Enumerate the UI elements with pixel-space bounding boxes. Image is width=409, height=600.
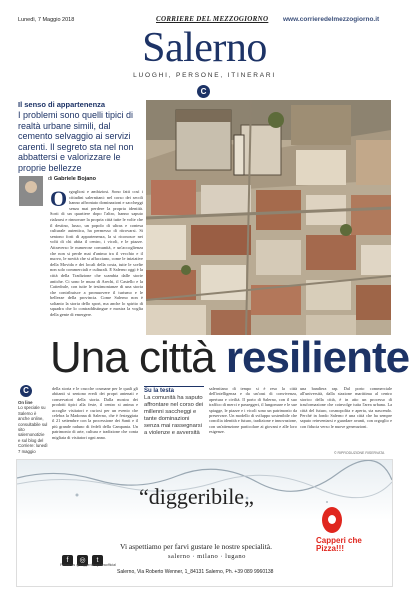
ad-follow-text: Follow us @capperichepizzaofficial xyxy=(60,563,116,567)
column-3: salernitano di tempo si è reso la città dell'intelligenza e da un'oasi di convivenza, apertura e civiltà. Il porto di Salerno, con il suo traffico di merci e passeggeri, il lungomare e le sue spiagge, le piazze e i vicoli sono un patrimonio da preservare. Un modello di sviluppo sostenibile che concilia identità e futuro, tradizione e innovazione, con un'attenzione particolare ai giovani e alle loro esigenze. xyxy=(209,386,297,435)
intro-kicker: Il senso di appartenenza xyxy=(18,100,106,109)
instagram-icon[interactable]: ◎ xyxy=(77,555,88,566)
online-text: Lo speciale su Salerno è anche online, consultabile sul sito salernonotizie e sul blog del Corriere: lunedì 7 maggio xyxy=(18,405,48,454)
author-prefix: di xyxy=(48,176,53,182)
headline-part1: Una città xyxy=(50,333,226,382)
author-photo xyxy=(19,176,43,206)
column-1: della storia e le crucche cosmane per le quali gli abitanti si sentono eredi dei propri antenati e conservatori della storia. Dalla mostra dei prodotti tipici alla feste, il centro si anima e accoglie visitatori e curiosi per un evento che celebra la Madonna di Salerno, che è festeggiata il 21 settembre con la processione dei Santi e il più grande raduno di fedeli della Campania. Un patrimonio di arte, cultura e tradizione che conta migliaia di visitatori ogni anno. xyxy=(52,386,138,440)
article-text: rgogliosi e ambiziosi. Sono fatti così i cittadini salernitani: nel corso dei secoli hanno affrontato dominazioni e saccheggi senza mai perdere la propria identità. Sorti di un quartiere dopo l'altro, hanno saputo rialzarsi e rinnovare la propria città tutte le volte che il destino, lusso, un popolo di ultras e contesa culturale autentica, ha permesso di ritrovarsi. Si sentono forti di appartenenza, la si riconosce nei volti di chi abita il centro, i vicoli, e le piazze. Attraverso le numerose comunità, e un'accoglienza che non si perde mai d'animo tra il vecchio e il nuovo, le novità che si affacciano, come le iniziative della Movida e dei locali della costa, tutte le scelte non solo commerciali e culturali. E Salerno oggi è la città della Tradizione che scambia dalle storie antiche. Ci sono le mura di Arechi, il Castello e la Cattedrale, con tutte le testimonianze di una storia che contribuisce a promuovere il turismo e le bellezze della provincia. Come Salerno non è soltanto la storia dello sport, ma anche lo spirito di squadra che lo contraddistingue e mostra la voglia della gente di emergere. xyxy=(50,189,143,318)
column-4: una bandiera rap. Dal porto commerciale all'università, dalla stazione marittima al centro storico della città, è in atto un processo di trasformazione che coinvolge tutta l'area urbana. La città del futuro, cosmopolita e aperta, sta nascendo. Perché in fondo Salerno è una città che ha sempre saputo reinventarsi e guardare avanti, con orgoglio e con fiducia verso le nuove generazioni. xyxy=(300,386,392,429)
ad-slogan: “diggeribile„ xyxy=(139,484,254,509)
main-headline xyxy=(50,333,409,383)
author-name: Gabriele Bojano xyxy=(53,176,96,182)
newspaper-name: CORRIERE DEL MEZZOGIORNO xyxy=(156,15,269,23)
intro-text: I problemi sono quelli tipici di realtà urbane simili, dal cemento selvaggio ai servizi carenti. Il segreto sta nel non abbattersi e valorizzare le proprie bellezze xyxy=(18,110,134,173)
twitter-icon[interactable]: t xyxy=(92,555,103,566)
newspaper-url[interactable]: www.corrieredelmezzogiorno.it xyxy=(283,16,380,23)
facebook-icon[interactable]: f xyxy=(62,555,73,566)
ad-brand-name: Capperi che Pizza!!! xyxy=(316,536,362,553)
online-box xyxy=(18,400,48,454)
section-subtitle: LUOGHI, PERSONE, ITINERARI xyxy=(133,72,276,79)
headline-part2: resiliente xyxy=(225,333,409,382)
sidebar-box xyxy=(144,386,204,457)
ad-address: Salerno, Via Roberto Wenner, 1_84131 Salerno, Ph. +39 089 9960138 xyxy=(117,569,274,575)
article-dropcap: O xyxy=(50,189,68,211)
article-body xyxy=(50,189,143,341)
sidebar-kicker: Su la testa xyxy=(144,388,175,394)
section-title: Salerno xyxy=(142,25,267,71)
author-byline xyxy=(48,176,96,182)
ad-cities: salerno · milano · lugano xyxy=(168,553,246,560)
ad-invitation: Vi aspettiamo per farvi gustare le nostre specialità. xyxy=(120,542,272,551)
corriere-badge-icon: C xyxy=(197,85,210,98)
sidebar-text: La comunità ha saputo affrontare nel corso dei millenni saccheggi e tante dominazioni senza mai rassegnarsi a violenze e avversità xyxy=(144,395,204,436)
issue-date: Lunedì, 7 Maggio 2018 xyxy=(18,17,75,23)
online-label: On line xyxy=(18,400,33,405)
city-aerial-photo xyxy=(146,100,391,335)
copyright-credit: © RIPRODUZIONE RISERVATA xyxy=(334,451,385,455)
online-icon: C xyxy=(20,385,32,397)
brand-logo-icon xyxy=(322,507,342,533)
